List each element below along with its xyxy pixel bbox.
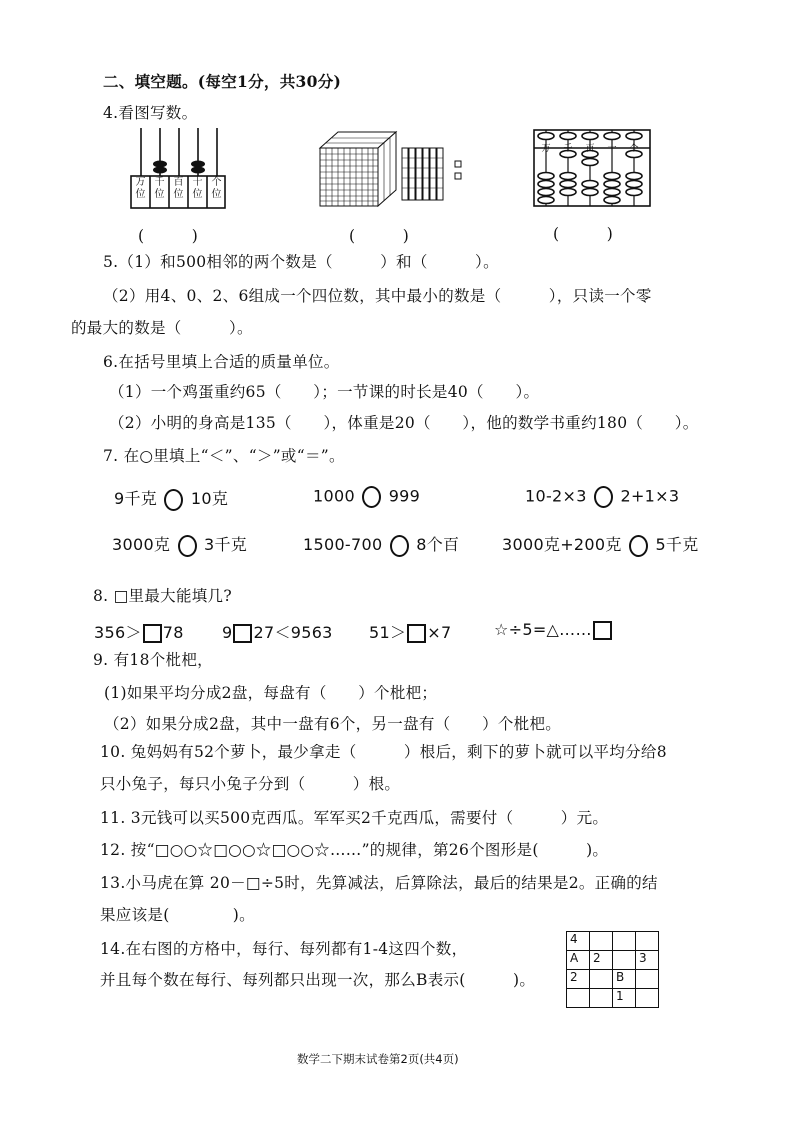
compare-item-4 bbox=[112, 532, 247, 557]
abacus-label-ge: 个位 bbox=[211, 177, 222, 200]
compare-right: 8个百 bbox=[416, 535, 460, 554]
grid-cell: 4 bbox=[567, 932, 590, 951]
compare-item-3 bbox=[525, 486, 679, 508]
grid-cell bbox=[613, 932, 636, 951]
fill-box-before: ☆÷5=△…… bbox=[494, 620, 592, 639]
compare-left: 9千克 bbox=[114, 489, 158, 508]
abacus2-label-qian: 千 bbox=[563, 144, 573, 154]
abacus2-label-ge: 个 bbox=[629, 144, 639, 154]
compare-circle[interactable] bbox=[629, 535, 648, 557]
question-5-part-1: 5.（1）和500相邻的两个数是（ ）和（ ）。 bbox=[103, 253, 499, 271]
compare-right: 2+1×3 bbox=[620, 486, 680, 506]
q4-answer-blank-3[interactable]: ( ) bbox=[553, 225, 614, 243]
abacus-figure-2 bbox=[530, 124, 655, 212]
grid-cell bbox=[613, 951, 636, 970]
question-9-part-1: (1)如果平均分成2盘，每盘有（ ）个枇杷； bbox=[104, 684, 438, 702]
question-8: 8. □里最大能填几? bbox=[93, 587, 232, 605]
grid-cell: 2 bbox=[590, 951, 613, 970]
question-5-part-2: （2）用4、0、2、6组成一个四位数，其中最小的数是（ ），只读一个零 bbox=[103, 287, 652, 305]
question-12: 12. 按“□○○☆□○○☆□○○☆……”的规律，第26个图形是( )。 bbox=[100, 841, 609, 859]
compare-circle[interactable] bbox=[390, 535, 409, 557]
q4-answer-blank-2[interactable]: ( ) bbox=[349, 227, 410, 245]
compare-item-5 bbox=[303, 532, 459, 557]
question-5-part-2-cont: 的最大的数是（ ）。 bbox=[71, 319, 253, 337]
question-9: 9. 有18个枇杷， bbox=[93, 651, 213, 669]
grid-cell: B bbox=[613, 970, 636, 989]
compare-right: 999 bbox=[388, 486, 421, 506]
question-14: 14.在右图的方格中，每行、每列都有1-4这四个数， bbox=[100, 940, 468, 958]
question-7: 7. 在○里填上“＜”、“＞”或“＝”。 bbox=[103, 447, 345, 465]
fill-box-item-2 bbox=[222, 620, 333, 643]
question-6-part-2: （2）小明的身高是135（ ），体重是20（ ），他的数学书重约180（ ）。 bbox=[109, 414, 699, 432]
grid-cell: 2 bbox=[567, 970, 590, 989]
fill-box-after: ×7 bbox=[427, 623, 452, 642]
section-title: 二、填空题。(每空1分，共30分) bbox=[103, 72, 342, 91]
fill-box-before: 51＞ bbox=[369, 623, 407, 642]
question-11: 11. 3元钱可以买500克西瓜。军军买2千克西瓜，需要付（ ）元。 bbox=[100, 809, 609, 827]
fill-box-after: 27＜9563 bbox=[253, 623, 333, 642]
fill-box[interactable] bbox=[233, 624, 252, 643]
compare-left: 3000克+200克 bbox=[502, 535, 622, 554]
compare-left: 1000 bbox=[313, 486, 355, 506]
compare-right: 3千克 bbox=[204, 535, 248, 554]
grid-cell bbox=[636, 970, 659, 989]
abacus2-label-wan: 万 bbox=[541, 144, 551, 154]
grid-cell bbox=[567, 989, 590, 1008]
grid-cell: 1 bbox=[613, 989, 636, 1008]
compare-circle[interactable] bbox=[178, 535, 197, 557]
number-grid bbox=[566, 931, 659, 1008]
compare-item-2 bbox=[313, 486, 420, 508]
question-4: 4.看图写数。 bbox=[103, 104, 198, 122]
question-10-cont: 只小兔子，每只小兔子分到（ ）根。 bbox=[100, 775, 401, 793]
grid-cell bbox=[590, 989, 613, 1008]
question-9-part-2: （2）如果分成2盘，其中一盘有6个，另一盘有（ ）个枇杷。 bbox=[104, 715, 562, 733]
grid-cell bbox=[636, 932, 659, 951]
fill-box-after: 78 bbox=[162, 623, 184, 642]
page-footer: 数学二下期末试卷第2页(共4页) bbox=[297, 1052, 459, 1066]
abacus-2-labels bbox=[534, 141, 650, 153]
q4-answer-blank-1[interactable]: ( ) bbox=[138, 227, 199, 245]
compare-left: 1500-700 bbox=[303, 535, 383, 554]
grid-cell bbox=[590, 970, 613, 989]
compare-right: 5千克 bbox=[655, 535, 699, 554]
compare-item-6 bbox=[502, 532, 699, 557]
abacus-label-qian: 千位 bbox=[154, 177, 165, 200]
fill-box-item-3 bbox=[369, 620, 451, 643]
compare-left: 10-2×3 bbox=[525, 486, 587, 506]
fill-box[interactable] bbox=[593, 621, 612, 640]
grid-cell bbox=[590, 932, 613, 951]
base-ten-blocks-figure bbox=[318, 128, 468, 210]
fill-box-item-1 bbox=[94, 620, 184, 643]
grid-cell: A bbox=[567, 951, 590, 970]
compare-circle[interactable] bbox=[164, 489, 183, 511]
compare-left: 3000克 bbox=[112, 535, 171, 554]
abacus-label-wan: 万位 bbox=[135, 177, 146, 200]
question-13-cont: 果应该是( )。 bbox=[100, 906, 255, 924]
question-10: 10. 兔妈妈有52个萝卜，最少拿走（ ）根后，剩下的萝卜就可以平均分给8 bbox=[100, 743, 667, 761]
abacus2-label-shi: 十 bbox=[607, 144, 617, 154]
abacus2-label-bai: 百 bbox=[585, 144, 595, 154]
fill-box-item-4 bbox=[494, 620, 613, 640]
compare-circle[interactable] bbox=[362, 486, 381, 508]
abacus-label-shi: 十位 bbox=[192, 177, 203, 200]
question-13: 13.小马虎在算 20－□÷5时，先算减法，后算除法，最后的结果是2。正确的结 bbox=[100, 874, 658, 892]
compare-circle[interactable] bbox=[594, 486, 613, 508]
question-6: 6.在括号里填上合适的质量单位。 bbox=[103, 353, 340, 371]
fill-box-before: 9 bbox=[222, 623, 233, 642]
question-14-cont: 并且每个数在每行、每列都只出现一次，那么B表示( )。 bbox=[100, 971, 536, 989]
compare-right: 10克 bbox=[190, 489, 229, 508]
abacus-label-bai: 百位 bbox=[173, 177, 184, 200]
question-6-part-1: （1）一个鸡蛋重约65（ ）；一节课的时长是40（ ）。 bbox=[109, 383, 540, 401]
fill-box[interactable] bbox=[407, 624, 426, 643]
fill-box[interactable] bbox=[143, 624, 162, 643]
compare-item-1 bbox=[114, 486, 228, 511]
grid-cell bbox=[636, 989, 659, 1008]
grid-cell: 3 bbox=[636, 951, 659, 970]
fill-box-before: 356＞ bbox=[94, 623, 142, 642]
